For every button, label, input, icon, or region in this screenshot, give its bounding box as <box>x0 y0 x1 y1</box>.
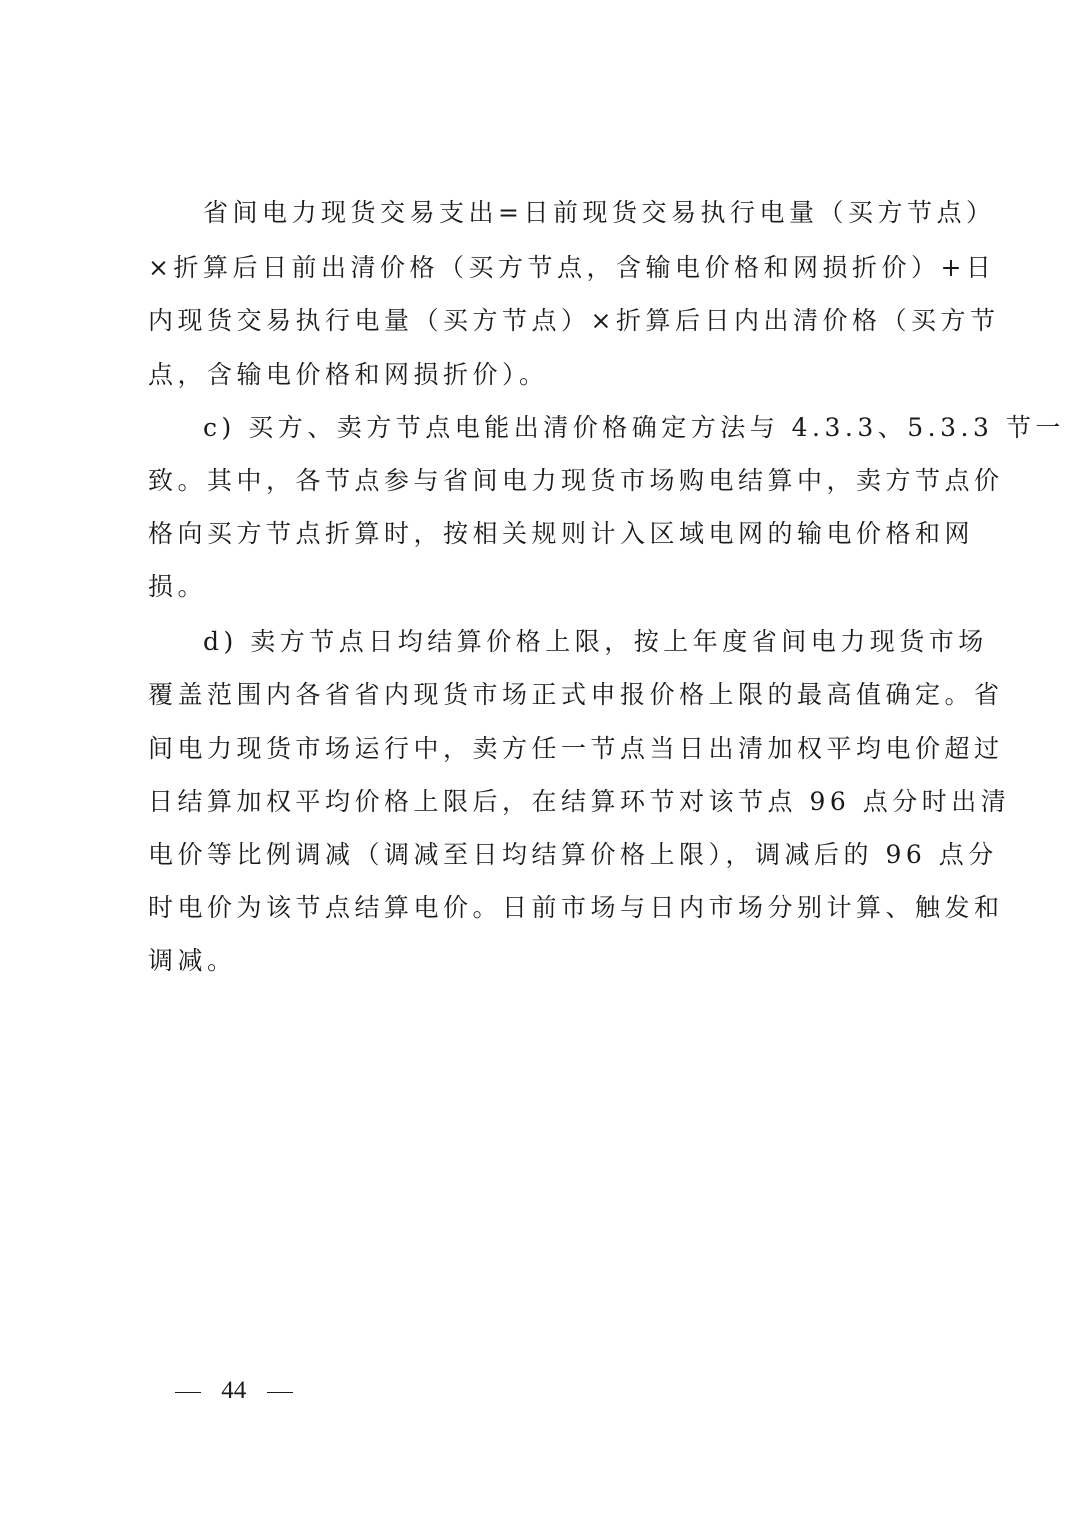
paragraph-1-line-4: 点，含输电价格和网损折价）。 <box>148 360 549 389</box>
paragraph-3-line-3: 间电力现货市场运行中，卖方任一节点当日出清加权平均电价超过 <box>148 734 1004 763</box>
paragraph-2-line-2: 致。其中，各节点参与省间电力现货市场购电结算中，卖方节点价 <box>148 466 1004 495</box>
paragraph-2-line-3: 格向买方节点折算时，按相关规则计入区域电网的输电价格和网 <box>148 519 975 548</box>
paragraph-1-line-2: ×折算后日前出清价格（买方节点，含输电价格和网损折价）+日 <box>148 253 996 282</box>
footer-dash-right <box>267 1392 293 1394</box>
paragraph-2-line-4: 损。 <box>148 572 208 601</box>
page-number: 44 <box>221 1377 247 1404</box>
footer-dash-left <box>175 1392 201 1394</box>
paragraph-1-line-1: 省间电力现货交易支出=日前现货交易执行电量（买方节点） <box>203 198 996 227</box>
paragraph-1-line-3: 内现货交易执行电量（买方节点）×折算后日内出清价格（买方节 <box>148 306 1000 335</box>
paragraph-3-line-2: 覆盖范围内各省省内现货市场正式申报价格上限的最高值确定。省 <box>148 680 1004 709</box>
paragraph-3-line-4: 日结算加权平均价格上限后，在结算环节对该节点 96 点分时出清 <box>148 787 1011 816</box>
paragraph-3-line-1: d) 卖方节点日均结算价格上限，按上年度省间电力现货市场 <box>203 627 988 656</box>
paragraph-3-line-6: 时电价为该节点结算电价。日前市场与日内市场分别计算、触发和 <box>148 893 1004 922</box>
paragraph-3-line-7: 调减。 <box>148 946 237 975</box>
page-footer <box>175 1376 293 1406</box>
paragraph-3-line-5: 电价等比例调减（调减至日均结算价格上限），调减后的 96 点分 <box>148 840 998 869</box>
paragraph-2-line-1: c) 买方、卖方节点电能出清价格确定方法与 4.3.3、5.3.3 节一 <box>203 413 1065 442</box>
